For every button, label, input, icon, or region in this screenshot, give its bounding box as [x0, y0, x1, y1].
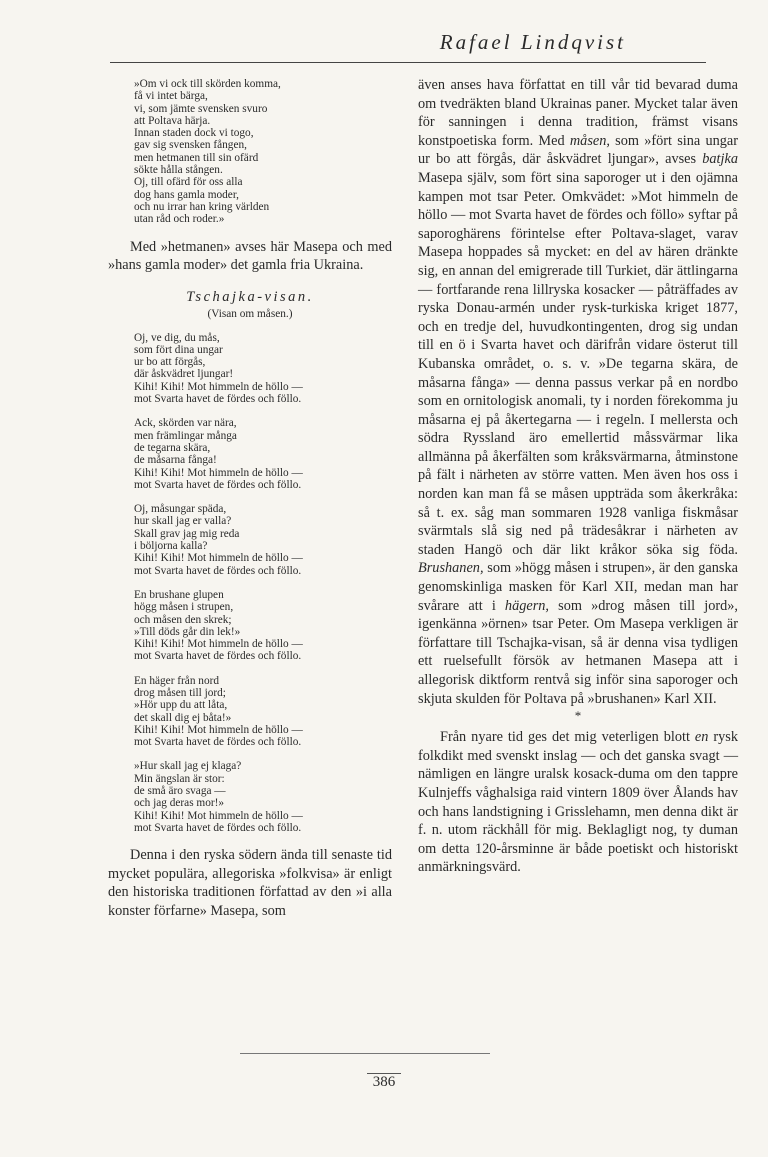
page-number	[0, 1074, 768, 1091]
prose-folkvisa: Denna i den ryska södern ända till senaste tid mycket populära, allegoriska »folkvisa» är enligt den historiska traditionen författad av den »i alla konster förfarne» Masepa, som	[108, 847, 392, 919]
text-run: som »högg måsen i strupen», är den ganska genomskinliga masken för Karl XII, medan man har svårare att i	[418, 560, 738, 614]
stanza: »Hur skall jag ej klaga? Min ängslan är stor: de små äro svaga — och jag deras mor!» Kihi! Kihi! Mot himmeln de höllo — mot Svarta havet de fördes och föllo.	[134, 760, 303, 834]
text-run: rysk folkdikt med svenskt inslag — och det ganska svagt — nämligen en längre uralsk kosack-duma om den tappre Kulnjeffs våghalsiga raid vintern 1809 över Ålands hav och hans landstigning i Grisslehamn, men denna dikt är f. n. utom räckhåll för mig. Beklagligt nog, ty duman om detta 120-årsminne är både poetiskt och historiskt anmärkningsvärd.	[418, 729, 738, 876]
prose-hetmanen: Med »hetmanen» avses här Masepa och med »hans gamla moder» det gamla fria Ukraina.	[108, 238, 392, 274]
stanza: En häger från nord drog måsen till jord; »Hör upp du att låta, det skall dig ej båta!» Kihi! Kihi! Mot himmeln de höllo — mot Svarta havet de fördes och föllo.	[134, 674, 303, 749]
left-column	[108, 78, 392, 920]
text-run: även anses hava författat en till vår tid bevarad duma om tvedräkten bland Ukrainas paner. Mycket talar även för sanningen i denna tradition, främst visans konstpoetiska form. Med	[418, 77, 738, 149]
italic-term-hagern: hägern,	[504, 597, 549, 614]
italic-term-batjka: batjka	[702, 151, 738, 168]
page-header-title: Rafael Lindqvist	[439, 30, 626, 54]
text-run: som »drog måsen till jord», igenkänna »örnen» tsar Peter. Om Masepa verkligen är författare till Tschajka-visan, så är denna visa tydligen ett ruelsefullt försök av hetmanen Masepa att i allegorisk diktform rentvå sig inför sina saporoger och skjuta skulden för Poltava på »brushanen» Karl XII.	[418, 597, 738, 707]
right-column	[418, 76, 738, 877]
stanza: En brushane glupen högg måsen i strupen, och måsen den skrek; »Till döds går din lek!» Kihi! Kihi! Mot himmeln de höllo — mot Svarta havet de fördes och föllo.	[134, 588, 303, 663]
text-run: Från nyare tid ges det mig veterligen blott	[440, 729, 695, 746]
italic-term-en: en	[694, 729, 709, 746]
stanza: Oj, ve dig, du mås, som fört dina ungar ur bo att förgås, där åskvädret ljungar! Kihi! Kihi! Mot himmeln de höllo — mot Svarta havet de fördes och föllo.	[134, 331, 303, 406]
page-number-text: 386	[367, 1073, 402, 1090]
song-title: Tschajka-visan.	[186, 288, 314, 305]
section-separator: *	[574, 708, 582, 724]
song-subtitle: (Visan om måsen.)	[207, 307, 293, 320]
stanza: Oj, måsungar späda, hur skall jag er valla? Skall grav jag mig reda i böljorna kalla? Kihi! Kihi! Mot himmeln de höllo — mot Svarta havet de fördes och föllo.	[134, 503, 303, 577]
italic-term-masen: måsen,	[569, 132, 610, 149]
stanza: Ack, skörden var nära, men främlingar många de tegarna skära, de måsarna fånga! Kihi! Kihi! Mot himmeln de höllo — mot Svarta havet de fördes och föllo.	[134, 417, 303, 491]
text-run: Masepa själv, som fört sina saporoger ut i den ojämna kampen mot tsar Peter. Omkvädet: »Mot himmeln de höllo — mot Svarta havet de fördes och föllo» syftar på saporoghärens förintelse efter Poltava-slaget, varav Masepa hoppades så mycket: en del av hären dränkte sig, en annan del emigrerade till Turkiet, där ättlingarna — fortfarande rena lillryska kosacker — påträffades av ryska Donau-armén under rysk-turkiska kriget 1877, och en tredje del, huvudkontingenten, drog sig undan till en ö i Svarta havet och därifrån vidare österut till Kubanska området, o. s. v. »De tegarna skära, de måsarna fånga» — denna passus verkar på en nordbo som en ornitologisk anomali, ty i norden förekomma ju måsarna ej på åkertegarna — i regeln. I mellersta och södra Ryssland äro emellertid måssvärmar lika allmänna på åkerfälten som kråksvärmarna, åtminstone på fält i närheten av större vatten. Men även hos oss i norden kan man få se måsen uppträda som åkerkråka: så t. ex. såg man sommaren 1928 vanliga fiskmåsar svärmtals slå sig ned på trädesåkrar i närheten av staden Hangö och där likt kråkor söka sig föda.	[418, 169, 738, 558]
header-rule	[110, 62, 706, 63]
text-run: som »fört sina ungar ur bo att förgås, där åskvädret ljungar», avses	[418, 132, 739, 168]
running-header	[110, 30, 706, 55]
poem-intro: »Om vi ock till skörden komma, få vi intet bärga, vi, som jämte svensken svuro att Poltava härja. Innan staden dock vi togo, gav sig svensken fången, men hetmanen till sin ofärd sökte hålla stången. Oj, till ofärd för oss alla dog hans gamla moder, och nu irrar han kring världen utan råd och roder.»	[134, 78, 281, 226]
italic-term-brushanen: Brushanen,	[418, 560, 484, 577]
paragraph-kulnjeff	[418, 728, 738, 877]
paragraph-commentary	[418, 76, 738, 708]
footer-rule	[240, 1053, 490, 1054]
